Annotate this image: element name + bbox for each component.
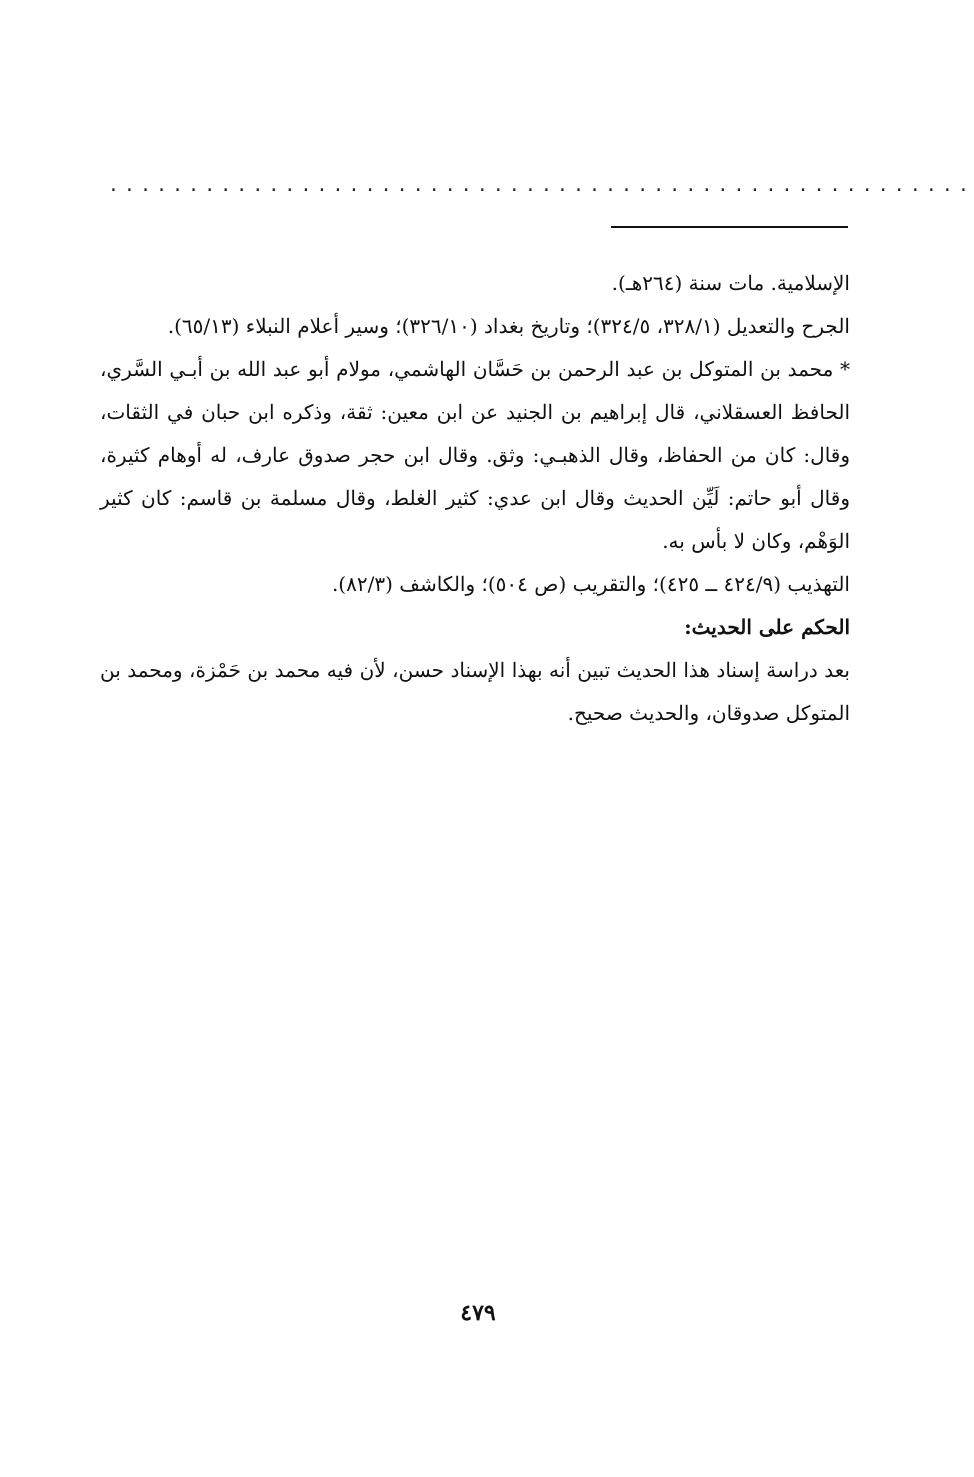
paragraph-death-year: الإسلامية. مات سنة (٢٦٤هـ). (611, 271, 850, 295)
dotted-separator: ...................................................... (108, 175, 974, 196)
page-body (100, 262, 850, 735)
paragraph-sources-2: التهذيب (٤٢٤/٩ ــ ٤٢٥)؛ والتقريب (ص ٥٠٤)؛ والكاشف (٨٢/٣). (331, 572, 850, 596)
paragraph-conclusion: بعد دراسة إسناد هذا الحديث تبين أنه بهذا الإسناد حسن، لأن فيه محمد بن حَمْزة، ومحمد بن المتوكل صدوقان، والحديث صحيح. (100, 658, 850, 725)
page-number: ٤٧٩ (460, 1300, 496, 1326)
paragraph-sources-1: الجرح والتعديل (٣٢٨/١، ٣٢٤/٥)؛ وتاريخ بغداد (٣٢٦/١٠)؛ وسير أعلام النبلاء (٦٥/١٣). (167, 314, 850, 338)
footnote-rule (611, 226, 848, 228)
section-heading: الحكم على الحديث: (684, 615, 850, 639)
paragraph-narrator-bio: * محمد بن المتوكل بن عبد الرحمن بن حَسَّان الهاشمي، مولام أبو عبد الله بن أبـي السَّري، الحافظ العسقلاني، قال إبراهيم بن الجنيد عن ابن معين: ثقة، وذكره ابن حبان في الثقات، وقال: كان من الحفاظ، وقال الذهبـي: وثق. وقال ابن حجر صدوق عارف، له أوهام كثيرة، وقال أبو حاتم: لَيِّن الحديث وقال ابن عدي: كثير الغلط، وقال مسلمة بن قاسم: كان كثير الوَهْم، وكان لا بأس به. (100, 357, 851, 553)
